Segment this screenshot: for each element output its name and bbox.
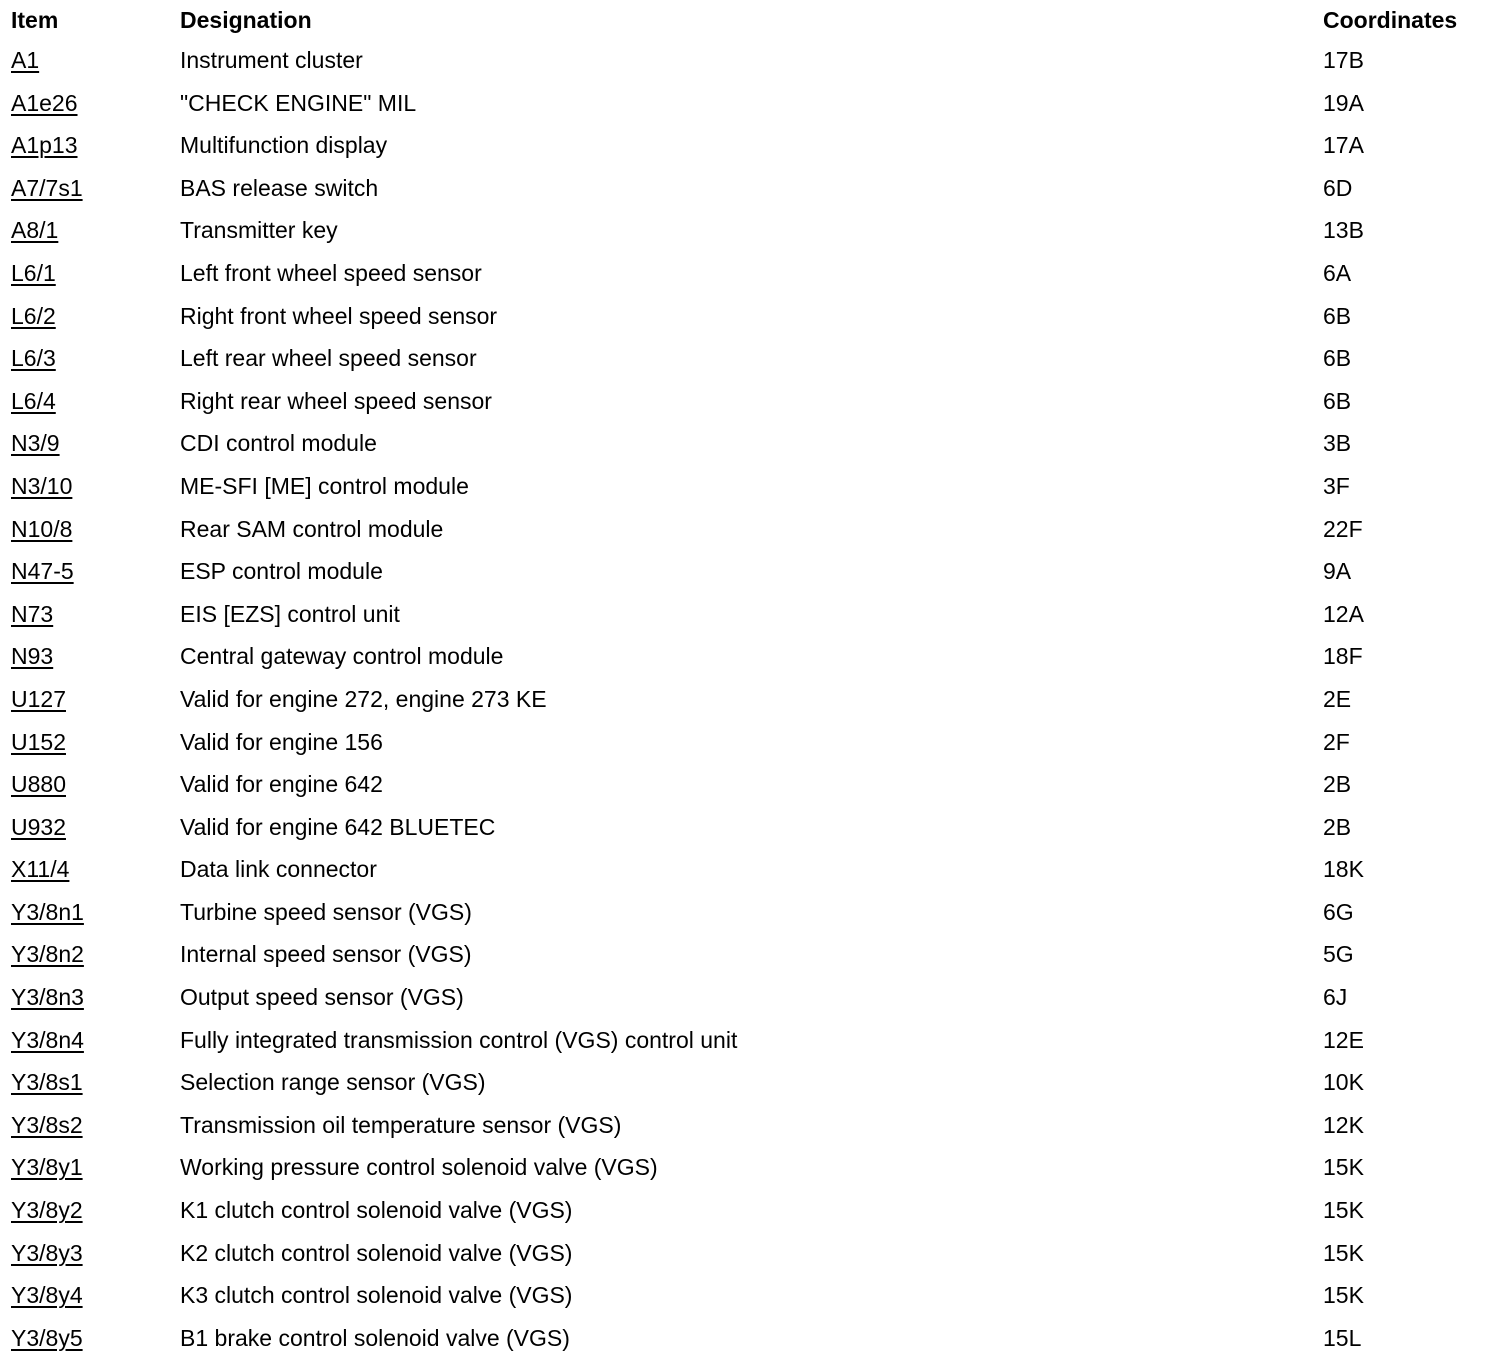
designation-cell: Instrument cluster bbox=[180, 47, 363, 73]
table-row bbox=[0, 423, 1504, 466]
item-link[interactable]: A1e26 bbox=[11, 89, 78, 116]
item-link[interactable]: N3/10 bbox=[11, 472, 73, 499]
table-row bbox=[0, 296, 1504, 339]
designation-cell: Data link connector bbox=[180, 856, 377, 883]
item-link[interactable]: L6/2 bbox=[11, 302, 56, 329]
coordinates-cell: 15L bbox=[1323, 1324, 1362, 1351]
coordinates-cell: 6A bbox=[1323, 259, 1352, 286]
table-row bbox=[0, 381, 1504, 424]
designation-cell: ESP control module bbox=[180, 558, 383, 585]
item-link[interactable]: Y3/8s1 bbox=[11, 1069, 83, 1096]
coordinates-cell: 6B bbox=[1323, 345, 1352, 372]
coordinates-cell: 15K bbox=[1323, 1154, 1364, 1181]
item-link[interactable]: U152 bbox=[11, 728, 66, 755]
designation-cell: "CHECK ENGINE" MIL bbox=[180, 89, 417, 116]
item-link[interactable]: N93 bbox=[11, 643, 54, 670]
coordinates-cell: 15K bbox=[1323, 1197, 1364, 1224]
table-row bbox=[0, 168, 1504, 211]
coordinates-cell: 2F bbox=[1323, 728, 1350, 755]
table-row bbox=[0, 1020, 1504, 1063]
table-row bbox=[0, 594, 1504, 637]
coordinates-cell: 3B bbox=[1323, 430, 1352, 457]
item-link[interactable]: U932 bbox=[11, 813, 66, 840]
coordinates-cell: 22F bbox=[1323, 515, 1363, 542]
table-row bbox=[0, 551, 1504, 594]
designation-cell: Valid for engine 642 BLUETEC bbox=[180, 813, 496, 840]
table-row bbox=[0, 977, 1504, 1020]
designation-cell: K2 clutch control solenoid valve (VGS) bbox=[180, 1239, 573, 1266]
item-link[interactable]: A8/1 bbox=[11, 217, 59, 244]
item-link[interactable]: Y3/8n3 bbox=[11, 984, 84, 1011]
item-link[interactable]: U127 bbox=[11, 685, 66, 712]
designation-cell: Transmitter key bbox=[180, 217, 338, 244]
designation-cell: CDI control module bbox=[180, 430, 377, 457]
table-row bbox=[0, 892, 1504, 935]
item-link[interactable]: Y3/8y3 bbox=[11, 1239, 83, 1266]
designation-cell: K1 clutch control solenoid valve (VGS) bbox=[180, 1197, 573, 1224]
designation-cell: B1 brake control solenoid valve (VGS) bbox=[180, 1324, 570, 1351]
designation-cell: Selection range sensor (VGS) bbox=[180, 1069, 486, 1096]
coordinates-cell: 13B bbox=[1323, 217, 1364, 244]
designation-cell: Rear SAM control module bbox=[180, 515, 444, 542]
coordinates-cell: 6B bbox=[1323, 387, 1352, 414]
table-row bbox=[0, 210, 1504, 253]
item-link[interactable]: Y3/8n2 bbox=[11, 941, 84, 968]
coordinates-cell: 2B bbox=[1323, 771, 1352, 798]
coordinates-cell: 15K bbox=[1323, 1282, 1364, 1309]
designation-cell: BAS release switch bbox=[180, 174, 379, 201]
coordinates-cell: 2B bbox=[1323, 813, 1352, 840]
designation-cell: Left rear wheel speed sensor bbox=[180, 345, 477, 372]
item-link[interactable]: N10/8 bbox=[11, 515, 73, 542]
item-link[interactable]: N3/9 bbox=[11, 430, 60, 457]
item-link[interactable]: N73 bbox=[11, 600, 54, 627]
table-row bbox=[0, 83, 1504, 126]
table-row bbox=[0, 253, 1504, 296]
table-row bbox=[0, 509, 1504, 552]
coordinates-column-header: Coordinates bbox=[1323, 7, 1458, 33]
item-column-header: Item bbox=[11, 7, 59, 33]
item-link[interactable]: Y3/8y2 bbox=[11, 1197, 83, 1224]
coordinates-cell: 2E bbox=[1323, 685, 1352, 712]
item-link[interactable]: Y3/8y5 bbox=[11, 1324, 83, 1351]
coordinates-cell: 6D bbox=[1323, 174, 1353, 201]
item-link[interactable]: Y3/8n4 bbox=[11, 1026, 84, 1053]
table-row bbox=[0, 1190, 1504, 1233]
coordinates-cell: 6B bbox=[1323, 302, 1352, 329]
designation-cell: K3 clutch control solenoid valve (VGS) bbox=[180, 1282, 573, 1309]
coordinates-cell: 10K bbox=[1323, 1069, 1364, 1096]
coordinates-cell: 18K bbox=[1323, 856, 1364, 883]
table-row bbox=[0, 807, 1504, 850]
designation-cell: Output speed sensor (VGS) bbox=[180, 984, 464, 1011]
designation-cell: Right front wheel speed sensor bbox=[180, 302, 498, 329]
designation-cell: Left front wheel speed sensor bbox=[180, 259, 482, 286]
table-row bbox=[0, 679, 1504, 722]
item-link[interactable]: X11/4 bbox=[11, 856, 70, 883]
item-link[interactable]: A1 bbox=[11, 47, 40, 73]
table-row bbox=[0, 722, 1504, 765]
coordinates-cell: 12K bbox=[1323, 1111, 1364, 1138]
coordinates-cell: 12A bbox=[1323, 600, 1364, 627]
coordinates-cell: 18F bbox=[1323, 643, 1363, 670]
table-row bbox=[0, 934, 1504, 977]
table-header bbox=[0, 0, 1504, 40]
item-link[interactable]: L6/1 bbox=[11, 259, 56, 286]
table-row bbox=[0, 1318, 1504, 1361]
designation-cell: Internal speed sensor (VGS) bbox=[180, 941, 472, 968]
coordinates-cell: 9A bbox=[1323, 558, 1352, 585]
table-row bbox=[0, 1275, 1504, 1318]
table-row bbox=[0, 764, 1504, 807]
coordinates-cell: 19A bbox=[1323, 89, 1364, 116]
table-row bbox=[0, 338, 1504, 381]
coordinates-cell: 17B bbox=[1323, 47, 1364, 73]
designation-cell: Central gateway control module bbox=[180, 643, 504, 670]
designation-cell: Valid for engine 642 bbox=[180, 771, 383, 798]
designation-cell: Transmission oil temperature sensor (VGS) bbox=[180, 1111, 622, 1138]
coordinates-cell: 12E bbox=[1323, 1026, 1364, 1053]
item-link[interactable]: Y3/8y4 bbox=[11, 1282, 83, 1309]
coordinates-cell: 6G bbox=[1323, 898, 1354, 925]
coordinates-cell: 15K bbox=[1323, 1239, 1364, 1266]
designation-cell: Working pressure control solenoid valve (VGS) bbox=[180, 1154, 658, 1181]
table-body bbox=[0, 40, 1504, 1360]
designation-cell: ME-SFI [ME] control module bbox=[180, 472, 469, 499]
item-link[interactable]: Y3/8y1 bbox=[11, 1154, 83, 1181]
item-link[interactable]: Y3/8s2 bbox=[11, 1111, 83, 1138]
item-link[interactable]: A1p13 bbox=[11, 132, 78, 159]
designation-column-header: Designation bbox=[180, 7, 312, 33]
designation-cell: Fully integrated transmission control (VGS) control unit bbox=[180, 1026, 738, 1053]
table-row bbox=[0, 125, 1504, 168]
table-row bbox=[0, 1105, 1504, 1148]
designation-cell: Turbine speed sensor (VGS) bbox=[180, 898, 472, 925]
designation-cell: Right rear wheel speed sensor bbox=[180, 387, 492, 414]
coordinates-cell: 5G bbox=[1323, 941, 1354, 968]
table-row bbox=[0, 849, 1504, 892]
item-link[interactable]: L6/3 bbox=[11, 345, 56, 372]
designation-cell: Valid for engine 156 bbox=[180, 728, 383, 755]
table-row bbox=[0, 40, 1504, 83]
table-row bbox=[0, 1147, 1504, 1190]
table-row bbox=[0, 1062, 1504, 1105]
item-link[interactable]: L6/4 bbox=[11, 387, 56, 414]
coordinates-cell: 17A bbox=[1323, 132, 1364, 159]
item-link[interactable]: Y3/8n1 bbox=[11, 898, 84, 925]
designation-cell: Valid for engine 272, engine 273 KE bbox=[180, 685, 547, 712]
table-row bbox=[0, 636, 1504, 679]
table-row bbox=[0, 466, 1504, 509]
designation-cell: EIS [EZS] control unit bbox=[180, 600, 400, 627]
item-link[interactable]: N47-5 bbox=[11, 558, 74, 585]
item-link[interactable]: U880 bbox=[11, 771, 66, 798]
coordinates-cell: 3F bbox=[1323, 472, 1350, 499]
table-row bbox=[0, 1233, 1504, 1276]
coordinates-cell: 6J bbox=[1323, 984, 1348, 1011]
item-link[interactable]: A7/7s1 bbox=[11, 174, 83, 201]
designation-cell: Multifunction display bbox=[180, 132, 388, 159]
